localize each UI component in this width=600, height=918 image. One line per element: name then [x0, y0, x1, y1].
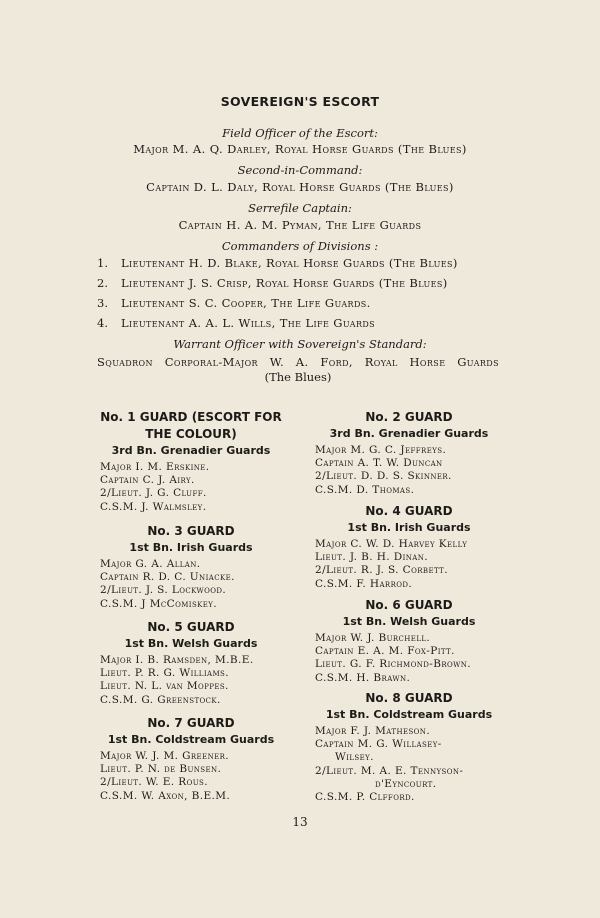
guard-unit: 1st Bn. Irish Guards — [347, 521, 471, 534]
guard-member: Lieut. J. B. H. Dinan. — [315, 551, 429, 564]
divisions-heading: Commanders of Divisions : — [221, 239, 379, 253]
guard-unit: 3rd Bn. Grenadier Guards — [111, 444, 271, 457]
division-commander: Lieutenant S. C. Cooper, The Life Guards. — [121, 296, 371, 310]
standard-word: Guards — [457, 355, 499, 369]
guard-member: Major W. J. M. Greener. — [100, 750, 230, 762]
serrefile-captain-name: Captain H. A. M. Pyman, The Life Guards — [178, 218, 422, 232]
standard-word: W. — [269, 355, 284, 369]
guard-title: No. 3 GUARD — [147, 524, 235, 538]
guard-title: No. 2 GUARD — [365, 410, 453, 424]
guard-title: No. 1 GUARD (ESCORT FOR — [100, 410, 282, 424]
division-number: 3. — [97, 296, 108, 310]
division-number: 1. — [97, 256, 108, 270]
division-number: 4. — [97, 316, 108, 330]
guard-unit: 1st Bn. Coldstream Guards — [107, 733, 275, 746]
guard-member: Major W. J. Burchell. — [315, 632, 431, 644]
guard-3 — [100, 523, 282, 611]
division-row — [97, 276, 448, 290]
serrefile-captain-role: Serrefile Captain: — [248, 201, 352, 215]
guard-member: 2/Lieut. W. E. Rous. — [100, 776, 208, 789]
guard-member: Captain E. A. M. Fox-Pitt. — [315, 645, 455, 658]
guard-member: Major F. J. Matheson. — [315, 725, 431, 737]
division-commander: Lieutenant J. S. Crisp, Royal Horse Guards (The Blues) — [121, 276, 448, 290]
guard-2 — [315, 409, 503, 497]
division-number: 2. — [97, 276, 108, 290]
guard-member: Major M. G. C. Jeffreys. — [315, 444, 447, 456]
guard-member-cont: d'Eyncourt. — [375, 777, 437, 790]
guard-member: Captain C. J. Airy. — [100, 474, 195, 487]
guard-member-cont: Wilsey. — [335, 751, 374, 764]
guard-member: 2/Lieut. M. A. E. Tennyson- — [315, 764, 464, 777]
standard-role: Warrant Officer with Sovereign's Standard: — [173, 337, 427, 351]
guard-member: C.S.M. W. Axon, B.E.M. — [100, 789, 231, 802]
standard-bearer-line1 — [97, 355, 499, 370]
guard-unit: 1st Bn. Irish Guards — [129, 541, 253, 554]
guard-member: 2/Lieut. J. G. Cluff. — [100, 487, 207, 500]
page-number: 13 — [292, 815, 308, 829]
guard-title: No. 7 GUARD — [147, 716, 235, 730]
guard-unit: 3rd Bn. Grenadier Guards — [329, 427, 489, 440]
guard-title: No. 4 GUARD — [365, 504, 453, 518]
guard-member: 2/Lieut. R. J. S. Corbett. — [315, 564, 448, 577]
guard-member: C.S.M. P. Clfford. — [315, 791, 415, 804]
guard-member: Captain A. T. W. Duncan — [315, 457, 443, 470]
division-row — [97, 316, 375, 330]
guard-title-cont: THE COLOUR) — [145, 427, 237, 441]
standard-word: Horse — [409, 355, 446, 369]
division-commander: Lieutenant H. D. Blake, Royal Horse Guards (The Blues) — [121, 256, 458, 270]
guard-member: C.S.M. J. Walmsley. — [100, 500, 207, 513]
guard-member: Captain R. D. C. Uniacke. — [100, 571, 235, 584]
guard-5 — [100, 619, 282, 707]
guard-title: No. 6 GUARD — [365, 598, 453, 612]
standard-word: Corporal-Major — [164, 355, 258, 369]
guard-member: C.S.M. G. Greenstock. — [100, 693, 221, 706]
guard-unit: 1st Bn. Welsh Guards — [124, 637, 258, 650]
guard-7 — [100, 715, 282, 803]
standard-word: Royal — [364, 355, 398, 369]
field-officer-name: Major M. A. Q. Darley, Royal Horse Guards (The Blues) — [133, 142, 467, 156]
guard-member: C.S.M. D. Thomas. — [315, 483, 415, 496]
guard-unit: 1st Bn. Welsh Guards — [342, 615, 476, 628]
second-in-command-name: Captain D. L. Daly, Royal Horse Guards (The Blues) — [146, 180, 454, 194]
guard-member: Lieut. G. F. Richmond-Brown. — [315, 658, 472, 671]
guard-member: Lieut. N. L. van Moppes. — [100, 680, 229, 693]
guard-member: Major I. B. Ramsden, M.B.E. — [100, 654, 254, 666]
guard-title: No. 8 GUARD — [365, 691, 453, 705]
field-officer-role: Field Officer of the Escort: — [222, 126, 378, 140]
standard-word: Squadron — [97, 355, 153, 369]
guard-member: C.S.M. F. Harrod. — [315, 577, 413, 590]
guard-member: C.S.M. H. Brawn. — [315, 671, 411, 684]
guard-title: No. 5 GUARD — [147, 620, 235, 634]
guard-member: Major G. A. Allan. — [100, 558, 201, 570]
guard-8 — [315, 690, 503, 804]
division-row — [97, 256, 458, 270]
guard-member: 2/Lieut. J. S. Lockwood. — [100, 584, 227, 597]
guard-unit: 1st Bn. Coldstream Guards — [325, 708, 493, 721]
guard-4 — [315, 503, 503, 591]
second-in-command-role: Second-in-Command: — [237, 163, 363, 177]
guard-member: Captain M. G. Willasey- — [315, 738, 442, 751]
standard-bearer — [97, 355, 499, 385]
standard-word: A. — [295, 355, 309, 369]
guard-member: Major C. W. D. Harvey Kelly — [315, 538, 468, 550]
guard-member: 2/Lieut. D. D. S. Skinner. — [315, 470, 452, 483]
guard-6 — [315, 597, 503, 685]
page-title: SOVEREIGN'S ESCORT — [220, 94, 380, 109]
standard-bearer-line2: (The Blues) — [264, 370, 332, 384]
guard-member: Major I. M. Erskine. — [100, 461, 210, 473]
division-row — [97, 296, 371, 310]
standard-word: Ford, — [320, 355, 353, 369]
guard-1 — [100, 409, 282, 514]
guard-member: Lieut. P. R. G. Williams. — [100, 667, 229, 680]
guard-member: C.S.M. J McComiskey. — [100, 597, 218, 610]
division-commander: Lieutenant A. A. L. Wills, The Life Guards — [121, 316, 376, 330]
guard-member: Lieut. P. N. de Bunsen. — [100, 763, 222, 776]
